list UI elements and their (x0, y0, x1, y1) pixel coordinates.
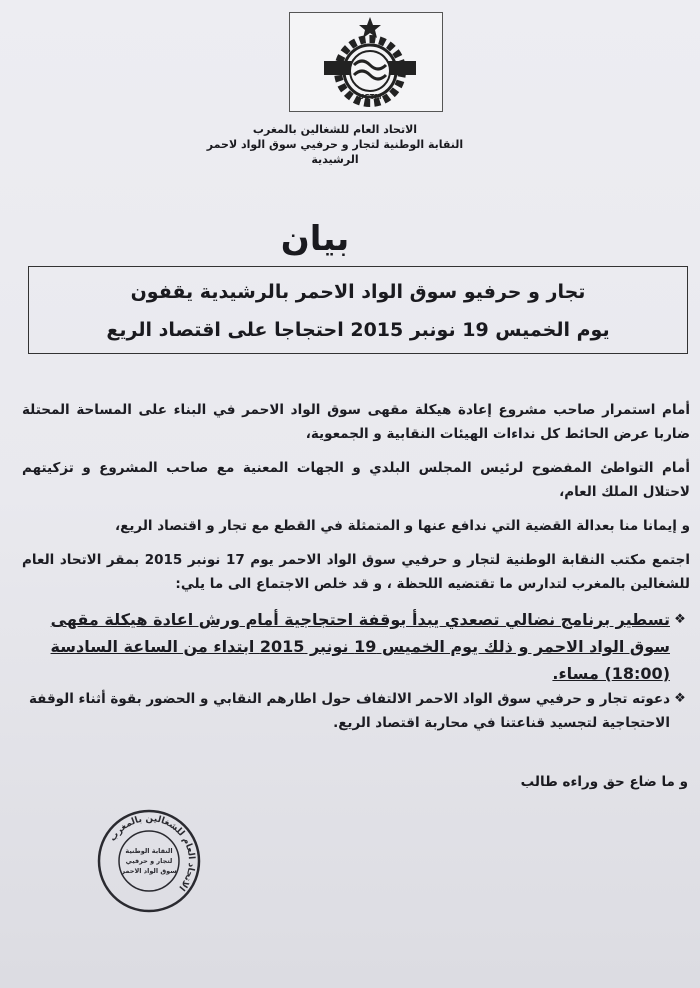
union-logo-box (289, 12, 443, 112)
union-stamp (94, 806, 204, 920)
diamond-bullet-icon: ❖ (674, 691, 686, 706)
diamond-bullet-icon: ❖ (674, 612, 686, 627)
resolution-2-text: دعوته تجار و حرفيي سوق الواد الاحمر الالتفاف حول اطارهم النقابي و الحضور بقوة أثناء الوقفة الاحتجاجية لتجسيد قناعتنا في محاربة اقتصاد الريع. (28, 691, 670, 731)
title-box (28, 266, 688, 354)
stamp-inner-line-2: لتجار و حرفيي (125, 857, 173, 865)
resolution-1-text: تسطير برنامج نضالي تصعدي يبدأ بوقفة احتجاجية أمام ورش اعادة هيكلة مقهى سوق الواد الاحمر و ذلك يوم الخميس 19 نونبر 2015 ابتداء من الساعة السادسة (18:00) مساء. (50, 610, 670, 683)
closing-motto: و ما ضاع حق وراءه طالب (520, 774, 688, 790)
paragraph-4: اجتمع مكتب النقابة الوطنية لتجار و حرفيي سوق الواد الاحمر يوم 17 نونبر 2015 بمقر الاتحاد العام للشغالين بالمغرب لتدارس ما تقتضيه اللحظة ، و قد خلص الاجتماع الى ما يلي: (22, 552, 690, 592)
resolution-2 (22, 687, 690, 735)
title-line-1: تجار و حرفيو سوق الواد الاحمر بالرشيدية يقفون (130, 281, 586, 303)
document-heading: بيان (280, 219, 350, 259)
logo-caption: UGTM (358, 93, 382, 101)
round-stamp-icon (94, 806, 204, 916)
org-line-union: الاتحاد العام للشغالين بالمغرب (252, 123, 418, 136)
stamp-ring-text: الاتحاد العام للشغالين بالمغرب (108, 813, 197, 893)
title-line-2: يوم الخميس 19 نونبر 2015 احتجاجا على اقتصاد الريع (106, 319, 610, 341)
paragraph-1: أمام استمرار صاحب مشروع إعادة هيكلة مقهى سوق الواد الاحمر في البناء على المساحة المحتلة ضاربا عرض الحائط كل نداءات الهيئات النقابية و الجمعوية، (22, 402, 690, 442)
organization-header (180, 122, 490, 167)
org-line-city: الرشيدية (311, 153, 359, 166)
statement-body (22, 398, 690, 735)
union-logo-icon (290, 13, 442, 111)
stamp-inner-line-1: النقابة الوطنية (125, 847, 173, 855)
paragraph-2: أمام التواطئ المفضوح لرئيس المجلس البلدي و الجهات المعنية مع صاحب المشروع و تزكيتهم لاحتلال الملك العام، (22, 460, 690, 500)
stamp-inner-line-3: سوق الواد الاحمر (121, 867, 177, 875)
org-line-syndicate: النقابة الوطنية لتجار و حرفيي سوق الواد لاحمر (206, 138, 464, 151)
resolution-1 (22, 606, 690, 687)
paragraph-3: و إيمانا منا بعدالة القضية التي ندافع عنها و المتمثلة في القطع مع تجار و اقتصاد الريع، (115, 518, 690, 534)
